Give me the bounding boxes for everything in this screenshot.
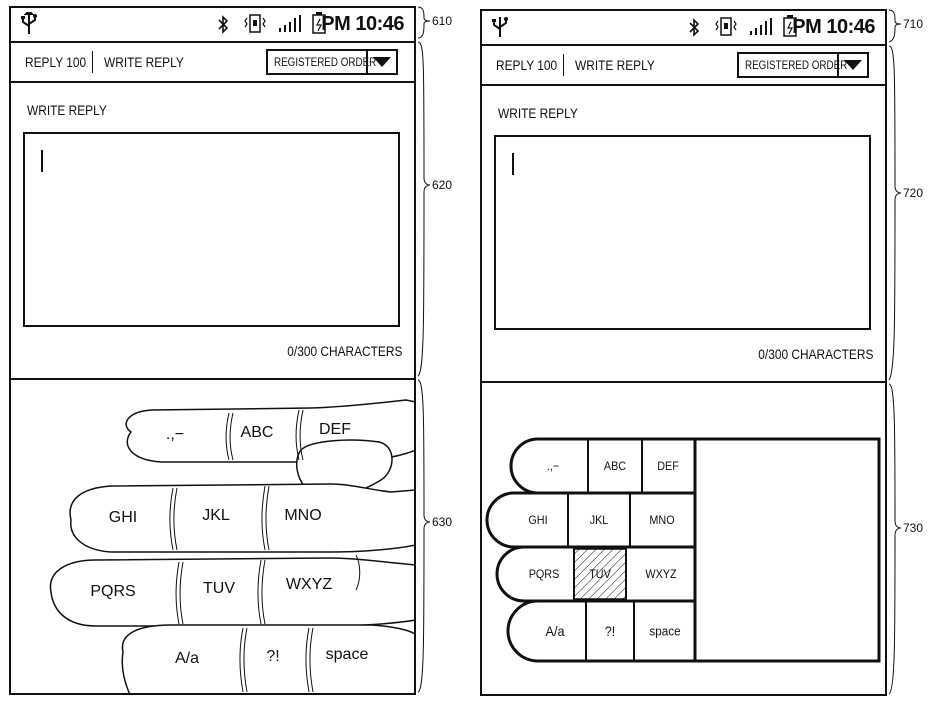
grid-key-def[interactable]: DEF bbox=[657, 459, 679, 473]
grid-key-jkl[interactable]: JKL bbox=[589, 513, 609, 527]
character-counter: 0/300 CHARACTERS bbox=[757, 346, 873, 362]
hand-key-ghi[interactable]: GHI bbox=[108, 509, 138, 526]
write-reply-tab[interactable]: WRITE REPLY bbox=[575, 57, 655, 73]
compose-title: WRITE REPLY bbox=[498, 105, 578, 121]
hand-key-space[interactable]: space bbox=[325, 646, 369, 663]
reference-numeral-620: 620 bbox=[432, 178, 453, 192]
grid-key-abc[interactable]: ABC bbox=[603, 459, 627, 473]
hand-key-pqrs[interactable]: PQRS bbox=[90, 583, 136, 600]
hand-key-abc[interactable]: ABC bbox=[240, 424, 274, 441]
hand-key-wxyz[interactable]: WXYZ bbox=[285, 576, 333, 593]
hand-key-case[interactable]: A/a bbox=[174, 650, 200, 667]
sort-dropdown-label: REGISTERED ORDER bbox=[745, 58, 848, 72]
reference-numeral-610: 610 bbox=[432, 14, 453, 28]
reference-numeral-720: 720 bbox=[903, 186, 924, 200]
reference-numeral-630: 630 bbox=[432, 515, 453, 529]
hand-key-jkl[interactable]: JKL bbox=[202, 507, 230, 524]
sort-dropdown-label: REGISTERED ORDER bbox=[274, 55, 377, 69]
grid-key-case[interactable]: A/a bbox=[545, 623, 565, 639]
grid-key-wxyz[interactable]: WXYZ bbox=[645, 567, 677, 581]
hand-key-punct[interactable]: .,− bbox=[165, 426, 185, 443]
compose-title: WRITE REPLY bbox=[27, 102, 107, 118]
clock: PM 10:46 bbox=[792, 16, 875, 38]
grid-key-tuv[interactable]: TUV bbox=[589, 567, 611, 581]
grid-key-mno[interactable]: MNO bbox=[649, 513, 675, 527]
grid-key-pqrs[interactable]: PQRS bbox=[528, 567, 560, 581]
grid-key-ghi[interactable]: GHI bbox=[528, 513, 548, 527]
clock: PM 10:46 bbox=[321, 13, 404, 35]
reply-count-tab[interactable]: REPLY 100 bbox=[25, 54, 87, 70]
reference-numeral-710: 710 bbox=[903, 17, 924, 31]
hand-key-mno[interactable]: MNO bbox=[284, 507, 322, 524]
grid-key-space[interactable]: space bbox=[649, 623, 681, 639]
reference-numeral-730: 730 bbox=[903, 521, 924, 535]
hand-key-symbol[interactable]: ?! bbox=[266, 648, 280, 665]
write-reply-tab[interactable]: WRITE REPLY bbox=[104, 54, 184, 70]
hand-key-def[interactable]: DEF bbox=[319, 421, 351, 438]
grid-key-symbol[interactable]: ?! bbox=[604, 623, 616, 639]
character-counter: 0/300 CHARACTERS bbox=[286, 343, 402, 359]
reply-count-tab[interactable]: REPLY 100 bbox=[496, 57, 558, 73]
grid-key-punct[interactable]: .,− bbox=[546, 459, 560, 473]
hand-key-tuv[interactable]: TUV bbox=[203, 580, 235, 597]
